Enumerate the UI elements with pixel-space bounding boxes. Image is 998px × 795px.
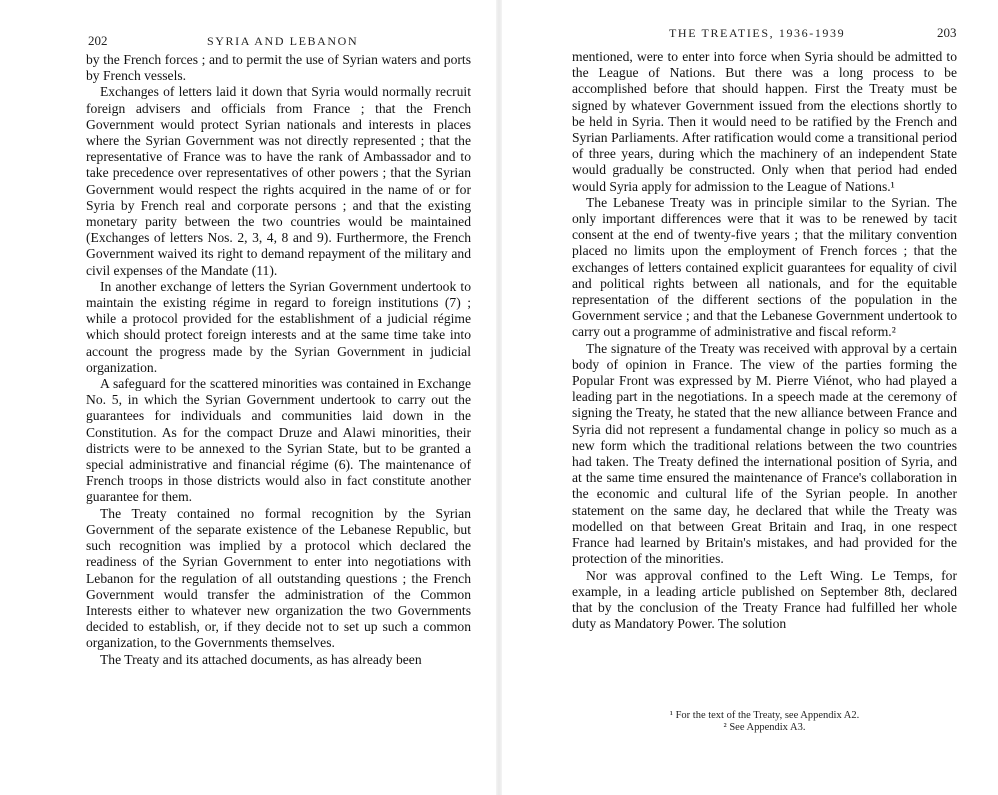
footnote: ² See Appendix A3.	[723, 722, 806, 733]
running-head: THE TREATIES, 1936-1939	[669, 26, 846, 40]
paragraph: In another exchange of letters the Syrian Government undertook to maintain the existing régime in regard to foreign institutions (7) ; while a protocol provided for the establishment of a judicial régime which should protect foreign interests and at the same time take into account the progress made by the Syrian Government in judicial organization.	[86, 278, 471, 375]
paragraph: The Lebanese Treaty was in principle similar to the Syrian. The only important differences were that it was to be renewed by tacit consent at the end of twenty-five years ; that the military convention placed no limits upon the employment of French forces ; that the exchanges of letters contained explicit guarantees for equality of civil and political rights between all nationals, and for the equitable representation of the different sections of the population in the Government service ; and that the Lebanese Government undertook to carry out a programme of administrative and fiscal reform.²	[572, 194, 957, 340]
paragraph: by the French forces ; and to permit the use of Syrian waters and ports by French vessels.	[86, 52, 471, 84]
page-body	[572, 49, 957, 632]
right-page	[499, 0, 998, 795]
paragraph: Nor was approval confined to the Left Wing. Le Temps, for example, in a leading article published on September 8th, declared that by the conclusion of the Treaty France had fulfilled her whole duty as Mandatory Power. The solution	[572, 567, 957, 632]
paragraph: The signature of the Treaty was received with approval by a certain body of opinion in France. The view of the parties forming the Popular Front was expressed by M. Pierre Viénot, who had played a leading part in the negotiations. In a speech made at the ceremony of signing the Treaty, he stated that the new alliance between France and Syria did not represent a fundamental change in policy so much as a new form which the traditional relations between the two countries had taken. The Treaty defined the international position of Syria, and at the same time ensured the maintenance of France's collaboration in the economic and cultural life of the Syrian people. In another statement on the same day, he declared that while the Treaty was modelled on that between Great Britain and Iraq, in one respect France had learned by Britain's mistakes, and had provided for the protection of the minorities.	[572, 340, 957, 567]
paragraph: mentioned, were to enter into force when Syria should be admitted to the League of Nations. But there was a long process to be accomplished before that should happen. First the Treaty must be signed by whatever Government issued from the elections shortly to be held in Syria. Then it would need to be ratified by the French and Syrian Parliaments. After ratification would come a transitional period of three years, during which the machinery of an independent State would gradually be constructed. Only when that period had ended would Syria apply for admission to the League of Nations.¹	[572, 49, 957, 194]
paragraph: A safeguard for the scattered minorities was contained in Exchange No. 5, in which the Syrian Government undertook to carry out the guarantees for individuals and communities laid down in the Constitution. As for the compact Druze and Alawi minorities, their districts were to be annexed to the Syrian State, but to be granted a special administrative and financial régime (6). The maintenance of French troops in those districts would also in fact constitute another guarantee for them.	[86, 376, 471, 505]
page-number: 202	[88, 33, 108, 48]
running-head: SYRIA AND LEBANON	[207, 34, 359, 48]
page-body	[86, 52, 471, 668]
page-number: 203	[937, 25, 957, 40]
paragraph: Exchanges of letters laid it down that Syria would normally recruit foreign advisers and officials from France ; that the French Government would protect Syrian nationals and interests in places where the Syrian Government was not directly represented ; that the representative of France was to have the rank of Ambassador and to take precedence over representatives of other powers ; that the Syrian Government would respect the rights acquired in the name of or for Syria by French real and corporate persons ; and that the existing monetary parity between the two countries would be maintained (Exchanges of letters Nos. 2, 3, 4, 8 and 9). Furthermore, the French Government waived its right to demand repayment of the military and civil expenses of the Mandate (11).	[86, 84, 471, 278]
paragraph: The Treaty contained no formal recognition by the Syrian Government of the separate existence of the Lebanese Republic, but such recognition was implied by a protocol which declared the readiness of the Syrian Government to enter into negotiations with Lebanon for the regulation of all outstanding questions ; the French Government would transfer the administration of the Common Interests either to whatever new organization the two Governments decided to establish, or, if they decide not to set up such a common organization, to the Governments themselves.	[86, 505, 471, 651]
footnotes	[572, 710, 957, 734]
footnote: ¹ For the text of the Treaty, see Appendix A2.	[669, 710, 860, 721]
paragraph: The Treaty and its attached documents, as has already been	[100, 651, 422, 667]
